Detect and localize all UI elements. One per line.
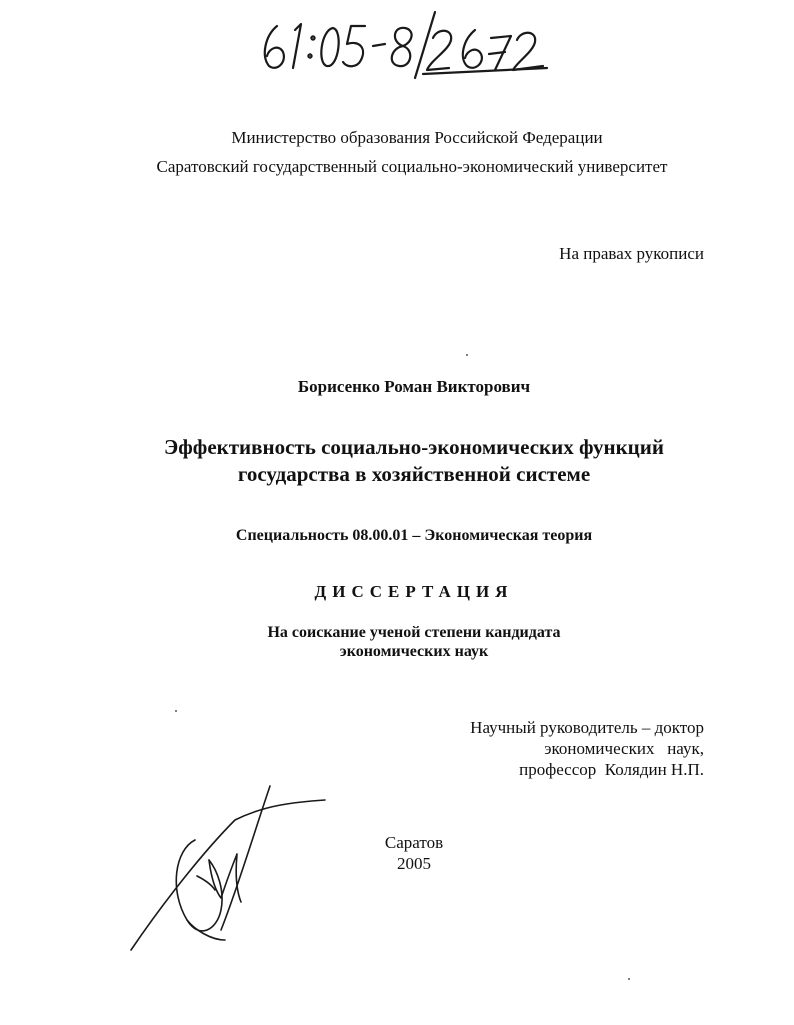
- city: Саратов: [384, 833, 444, 852]
- handwritten-catalog-number: [255, 8, 555, 80]
- speck: [175, 710, 177, 712]
- speciality: Специальность 08.00.01 – Экономическая теория: [235, 527, 593, 544]
- degree-line-2: экономических наук: [339, 643, 489, 660]
- year: 2005: [397, 854, 431, 873]
- title-line-1: Эффективность социально-экономических функций: [164, 435, 664, 459]
- handwritten-catalog-number-drawing: [255, 8, 555, 80]
- author-name: Борисенко Роман Викторович: [297, 377, 531, 396]
- dissertation-title: [17, 434, 794, 488]
- degree-line-1: На соискание ученой степени кандидата: [267, 624, 561, 641]
- city-and-year: [17, 832, 794, 874]
- supervisor-line-3: профессор Колядин Н.П.: [519, 760, 704, 779]
- title-line-2: государства в хозяйственной системе: [237, 462, 591, 486]
- degree-statement: [17, 623, 794, 661]
- ministry-name: Министерство образования Российской Федерации: [231, 128, 603, 147]
- speck: [628, 978, 630, 980]
- manuscript-rights-note: На правах рукописи: [559, 244, 704, 263]
- supervisor-line-1: Научный руководитель – доктор: [470, 718, 704, 737]
- university-name: Саратовский государственный социально-экономический университет: [156, 157, 668, 176]
- speck: [466, 354, 468, 356]
- supervisor-line-2: экономических наук,: [544, 739, 704, 758]
- supervisor-block: [470, 717, 704, 780]
- document-type: ДИССЕРТАЦИЯ: [314, 582, 514, 601]
